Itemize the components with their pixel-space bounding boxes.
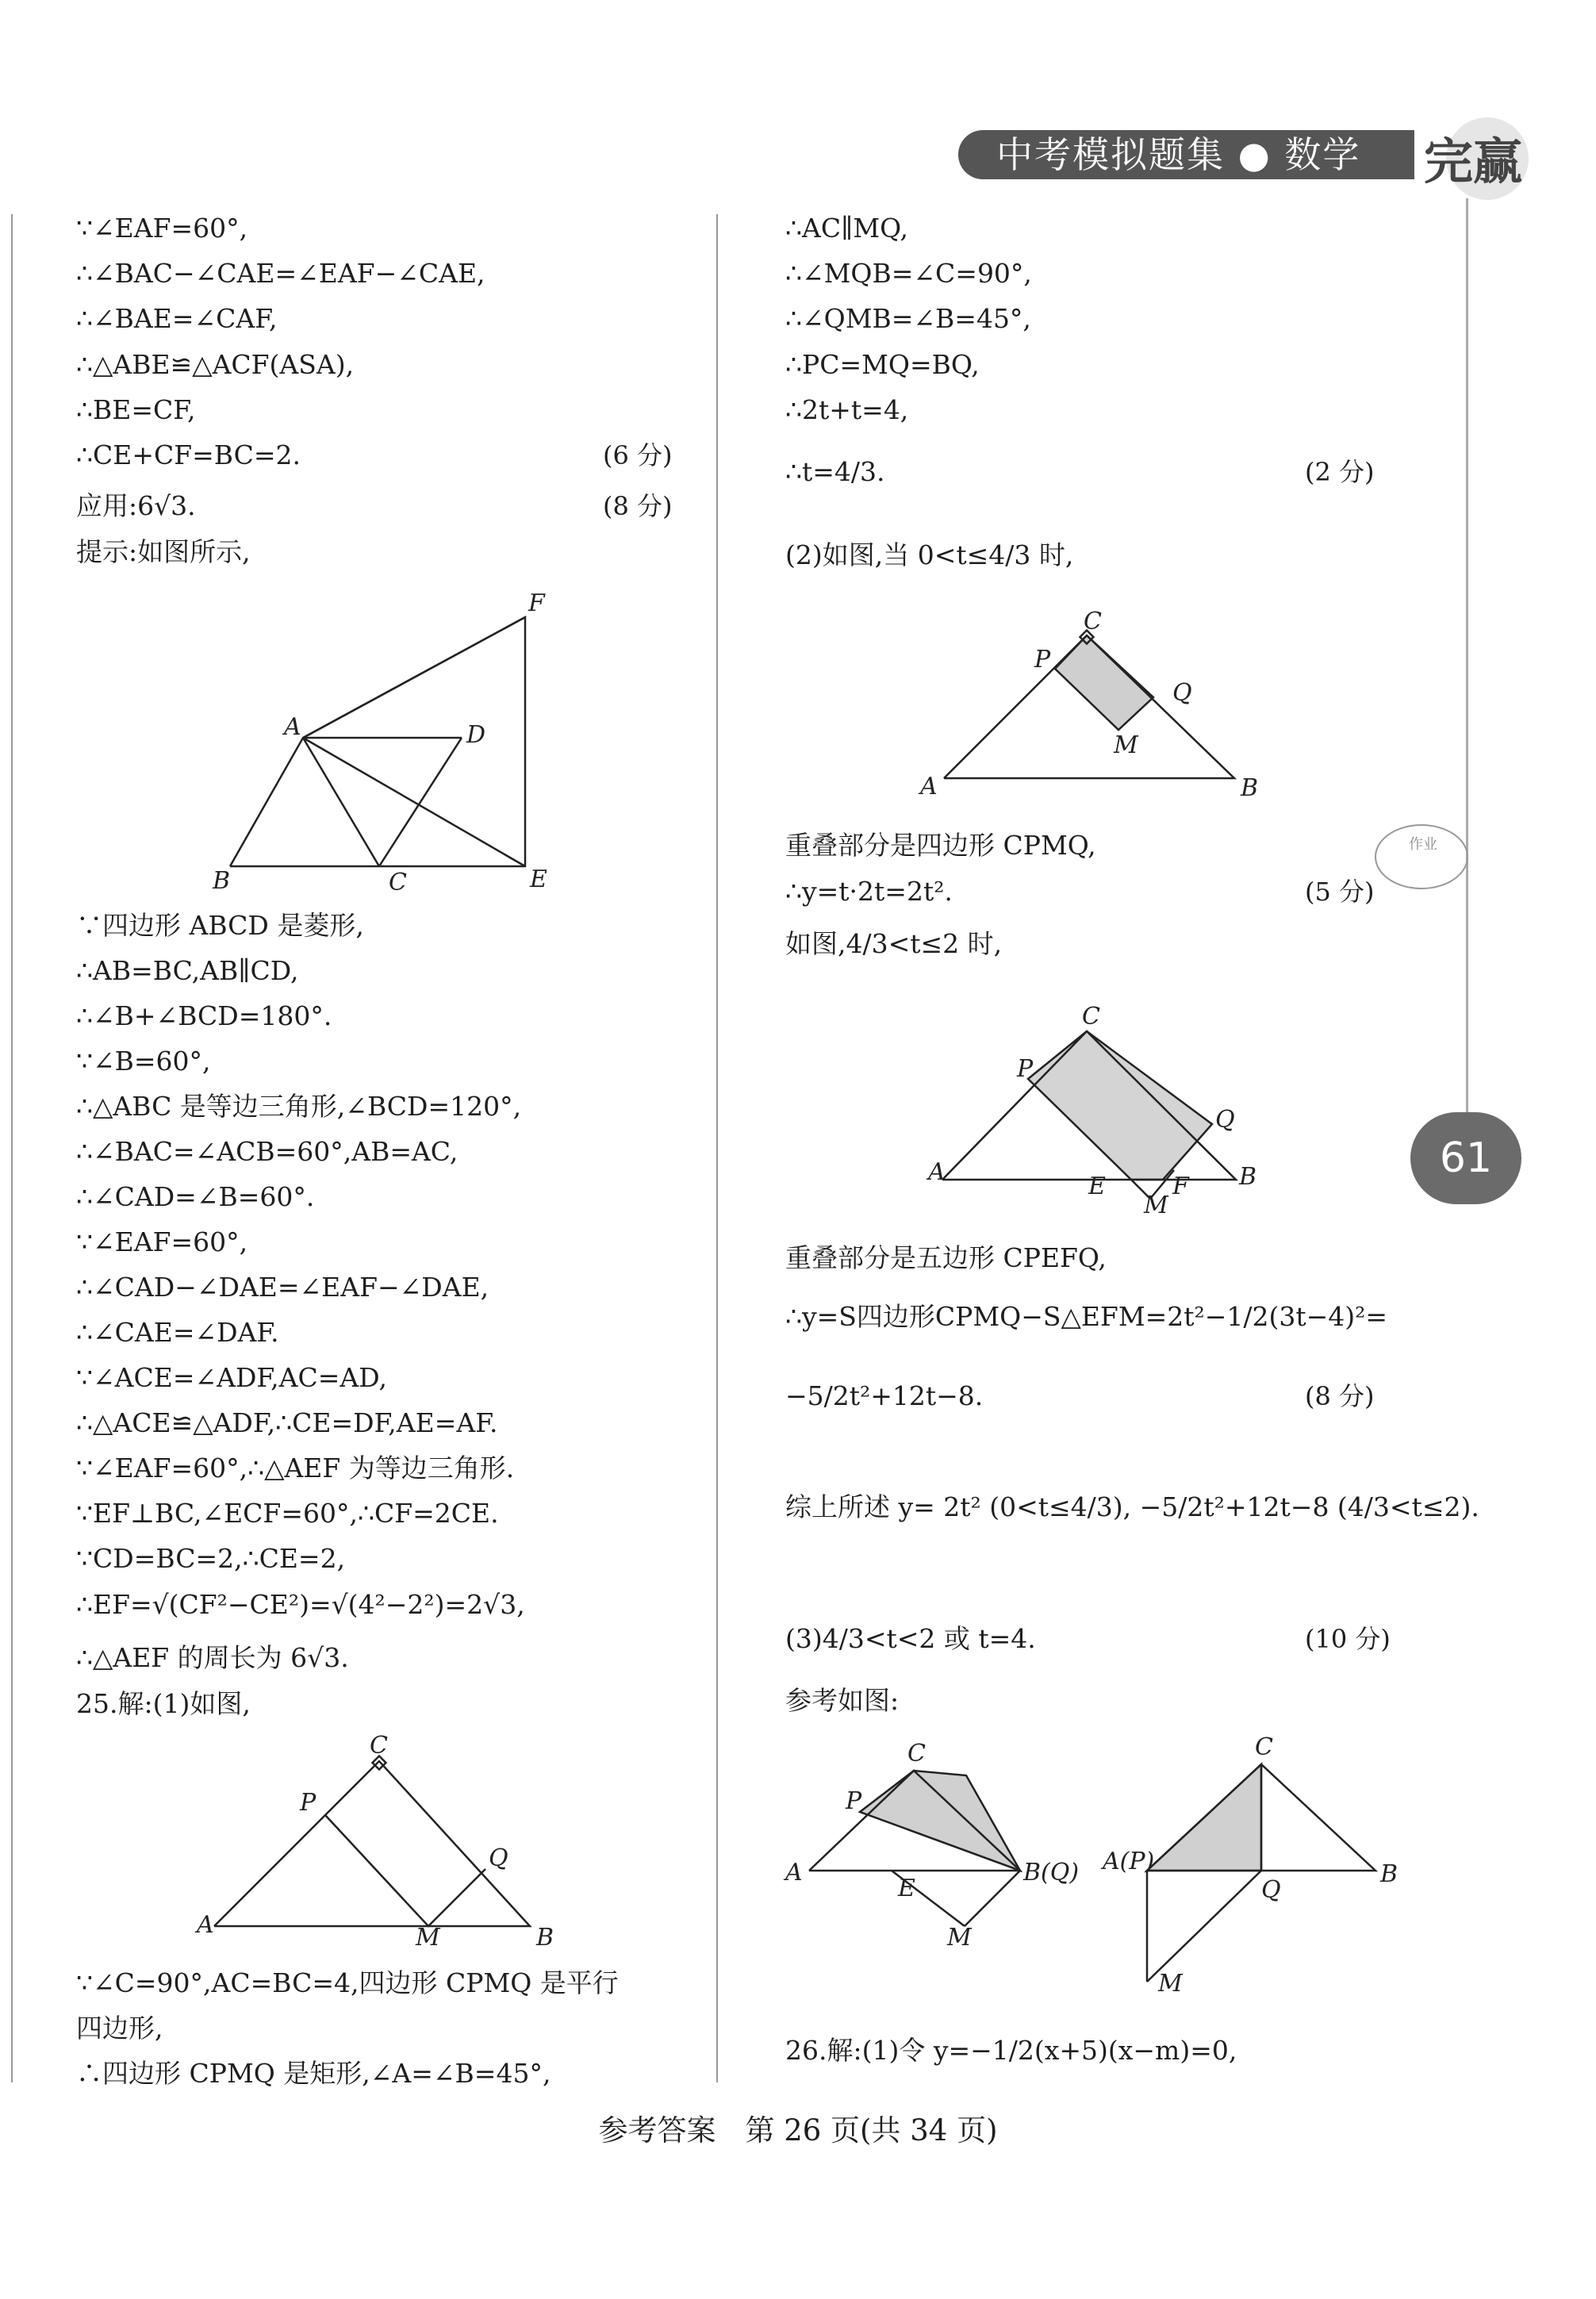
svg-text:A: A <box>785 1859 803 1886</box>
right-line: ∴y=S四边形CPMQ−S△EFM=2t²−1/2(3t−4)²= <box>785 1301 1388 1332</box>
svg-text:Q: Q <box>1215 1106 1235 1134</box>
right-line: ∴t=4/3. <box>785 456 885 487</box>
svg-text:M: M <box>947 1924 972 1952</box>
score-mark: (5 分) <box>1305 877 1375 907</box>
svg-text:C: C <box>1084 608 1102 635</box>
center-rule <box>716 214 718 2082</box>
left-line: ∵∠B=60°, <box>76 1046 211 1077</box>
left-line: ∵四边形 ABCD 是菱形, <box>76 910 364 941</box>
figure-25-1 <box>190 1729 563 1952</box>
svg-text:C: C <box>370 1732 388 1760</box>
svg-text:B: B <box>1241 774 1259 802</box>
left-line: ∴△ABC 是等边三角形,∠BCD=120°, <box>76 1091 522 1122</box>
label-C: C <box>389 869 407 896</box>
margin-line <box>1466 198 1468 1134</box>
left-line: 提示:如图所示, <box>76 536 251 567</box>
left-line: ∴AB=BC,AB∥CD, <box>76 955 299 986</box>
left-line: ∵∠EAF=60°, <box>76 1226 248 1257</box>
left-line: 25.解:(1)如图, <box>76 1688 251 1719</box>
left-line: ∵EF⊥BC,∠ECF=60°,∴CF=2CE. <box>76 1498 499 1529</box>
right-line: 26.解:(1)令 y=−1/2(x+5)(x−m)=0, <box>785 2035 1237 2066</box>
left-line: ∵∠C=90°,AC=BC=4,四边形 CPMQ 是平行 <box>76 1967 619 1998</box>
right-line: ∴∠MQB=∠C=90°, <box>785 258 1032 289</box>
svg-text:A(P): A(P) <box>1103 1848 1155 1875</box>
right-line: ∴PC=MQ=BQ, <box>785 349 980 380</box>
label-B: B <box>213 867 231 895</box>
score-mark: (6 分) <box>603 440 673 470</box>
brand-logo <box>1408 103 1535 206</box>
left-line: ∵∠EAF=60°, <box>76 213 248 244</box>
figure-cpmq-case1 <box>920 607 1285 805</box>
left-line: ∴∠B+∠BCD=180°. <box>76 1000 332 1031</box>
figure-rhombus <box>206 579 571 896</box>
svg-text:P: P <box>1034 646 1051 674</box>
svg-text:P: P <box>846 1787 862 1815</box>
label-A: A <box>284 713 301 741</box>
svg-text:B: B <box>536 1924 554 1952</box>
header-title: 中考模拟题集 ● 数学 <box>958 130 1414 179</box>
left-line: 应用:6√3. <box>76 490 196 521</box>
left-line: ∴△AEF 的周长为 6√3. <box>76 1642 349 1673</box>
right-line: 如图,4/3<t≤2 时, <box>785 928 1003 959</box>
svg-text:C: C <box>907 1740 926 1767</box>
right-line: ∴∠QMB=∠B=45°, <box>785 303 1031 334</box>
figure-ref-1 <box>785 1729 1087 1952</box>
right-line: 综上所述 y= 2t² (0<t≤4/3), −5/2t²+12t−8 (4/3<t≤2). <box>785 1491 1479 1522</box>
left-line: ∴∠BAC=∠ACB=60°,AB=AC, <box>76 1136 458 1167</box>
right-line: −5/2t²+12t−8. <box>785 1380 984 1411</box>
svg-text:E: E <box>1088 1173 1106 1200</box>
left-line: ∴△ABE≌△ACF(ASA), <box>76 349 355 380</box>
svg-text:B(Q): B(Q) <box>1023 1859 1080 1886</box>
left-line: ∴∠BAC−∠CAE=∠EAF−∠CAE, <box>76 258 485 289</box>
homework-stamp <box>1371 817 1472 896</box>
right-line: ∴AC∥MQ, <box>785 213 909 244</box>
left-line: ∴∠CAE=∠DAF. <box>76 1317 279 1348</box>
svg-text:作业: 作业 <box>1409 836 1437 853</box>
page-number: 61 <box>1410 1112 1521 1204</box>
left-line: ∴∠CAD=∠B=60°. <box>76 1181 315 1212</box>
svg-text:M: M <box>1144 1192 1168 1219</box>
left-line: ∴CE+CF=BC=2. <box>76 439 301 470</box>
left-line: ∴四边形 CPMQ 是矩形,∠A=∠B=45°, <box>76 2058 551 2089</box>
svg-text:Q: Q <box>1261 1876 1281 1904</box>
figure-ref-2 <box>1103 1729 1404 1999</box>
label-D: D <box>466 721 486 749</box>
right-line: ∴2t+t=4, <box>785 394 909 425</box>
svg-text:A: A <box>197 1911 214 1939</box>
svg-text:F: F <box>1172 1173 1189 1200</box>
svg-text:M: M <box>416 1924 440 1952</box>
svg-text:完赢: 完赢 <box>1424 132 1523 190</box>
left-rule <box>11 214 13 2082</box>
left-line: ∵∠EAF=60°,∴△AEF 为等边三角形. <box>76 1453 515 1483</box>
figure-cpefq-case2 <box>920 996 1293 1218</box>
svg-text:A: A <box>920 773 938 800</box>
left-line: ∵∠ACE=∠ADF,AC=AD, <box>76 1362 387 1393</box>
svg-text:A: A <box>928 1158 946 1186</box>
svg-text:E: E <box>898 1875 915 1902</box>
right-line: 重叠部分是四边形 CPMQ, <box>785 830 1096 861</box>
svg-text:M: M <box>1114 731 1138 759</box>
footer: 参考答案 第 26 页(共 34 页) <box>598 2113 998 2147</box>
svg-text:C: C <box>1255 1733 1273 1761</box>
left-line: ∵CD=BC=2,∴CE=2, <box>76 1543 346 1574</box>
label-E: E <box>530 865 547 893</box>
left-line: ∴EF=√(CF²−CE²)=√(4²−2²)=2√3, <box>76 1589 525 1620</box>
right-line: (3)4/3<t<2 或 t=4. <box>785 1623 1036 1654</box>
right-line: 参考如图: <box>785 1685 900 1716</box>
svg-text:Q: Q <box>489 1844 508 1872</box>
right-line: ∴y=t·2t=2t². <box>785 876 953 907</box>
svg-text:Q: Q <box>1172 679 1192 707</box>
right-line: 重叠部分是五边形 CPEFQ, <box>785 1242 1107 1273</box>
left-line: 四边形, <box>76 2013 163 2044</box>
score-mark: (10 分) <box>1305 1624 1391 1654</box>
svg-text:P: P <box>300 1789 317 1817</box>
score-mark: (8 分) <box>603 491 673 521</box>
left-line: ∴△ACE≌△ADF,∴CE=DF,AE=AF. <box>76 1407 498 1438</box>
right-line: (2)如图,当 0<t≤4/3 时, <box>785 539 1074 570</box>
score-mark: (8 分) <box>1305 1381 1375 1411</box>
left-line: ∴∠BAE=∠CAF, <box>76 303 278 334</box>
score-mark: (2 分) <box>1305 457 1375 487</box>
left-line: ∴BE=CF, <box>76 394 196 425</box>
svg-text:P: P <box>1017 1055 1034 1083</box>
svg-text:M: M <box>1158 1970 1183 1998</box>
label-F: F <box>528 589 545 617</box>
svg-text:B: B <box>1380 1860 1398 1888</box>
svg-text:C: C <box>1082 1003 1100 1031</box>
left-line: ∴∠CAD−∠DAE=∠EAF−∠DAE, <box>76 1272 489 1303</box>
svg-text:B: B <box>1239 1163 1257 1191</box>
